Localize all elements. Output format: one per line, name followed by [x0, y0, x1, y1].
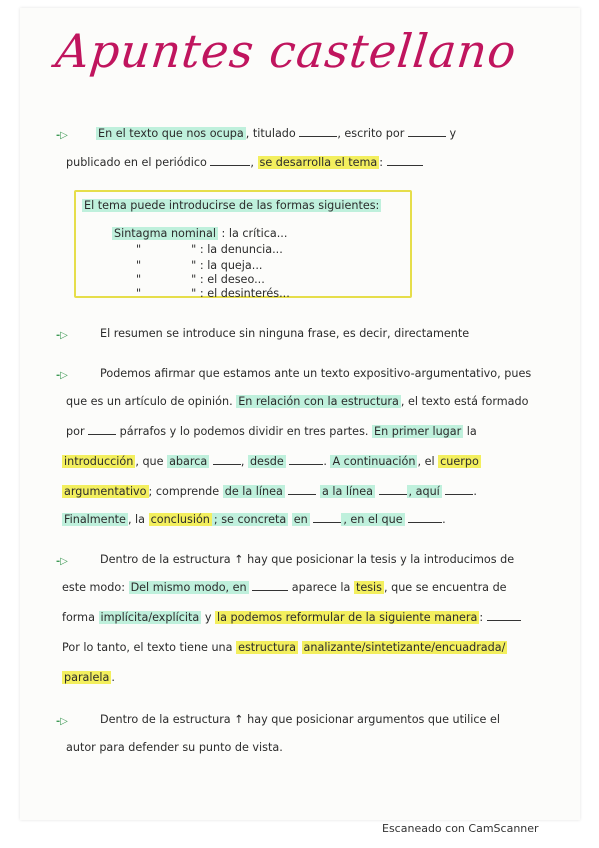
- text: : el desinterés...: [199, 287, 290, 300]
- page-title: Apuntes castellano: [53, 24, 520, 78]
- highlight-phrase: El tema puede introducirse de las formas siguientes:: [84, 199, 380, 212]
- text: : la crítica...: [221, 227, 288, 240]
- bullet-arrow-icon: -▷: [56, 130, 68, 141]
- paragraph-3-line-4: [62, 454, 481, 469]
- ditto-mark: ": [191, 273, 197, 286]
- ditto-mark: ": [136, 273, 142, 286]
- box-heading: [82, 198, 381, 213]
- text: este modo:: [62, 581, 125, 594]
- paragraph-5-line-2: autor para defender su punto de vista.: [66, 741, 283, 754]
- scanner-watermark: Escaneado con CamScanner: [382, 822, 539, 835]
- paragraph-2: El resumen se introduce sin ninguna frase, es decir, directamente: [100, 327, 470, 340]
- blank-line: [289, 455, 323, 465]
- highlight-phrase: analizante/sintetizante/encuadrada/: [303, 641, 506, 654]
- paragraph-4-line-3: [62, 610, 521, 625]
- paragraph-1-line-1: [96, 126, 456, 141]
- paragraph-4-line-2: [62, 580, 507, 595]
- blank-line: [445, 485, 473, 495]
- box-row-2: [136, 242, 283, 257]
- bullet-arrow-icon: -▷: [56, 330, 68, 341]
- paragraph-3-line-3: [66, 424, 477, 439]
- box-row-1: [112, 226, 287, 241]
- highlight-phrase: desde: [249, 455, 284, 468]
- box-row-4: [136, 272, 265, 287]
- highlight-phrase: En primer lugar: [374, 425, 462, 438]
- blank-line: [408, 513, 442, 523]
- text: :: [379, 156, 384, 169]
- text: : el deseo...: [199, 273, 265, 286]
- highlight-phrase: , aquí: [408, 485, 440, 498]
- highlight-phrase: tesis: [355, 581, 382, 594]
- text: .: [323, 455, 327, 468]
- paragraph-3-line-6: [62, 512, 446, 527]
- paragraph-1-line-2: [66, 155, 423, 170]
- paragraph-3-line-1: Podemos afirmar que estamos ante un texto expositivo-argumentativo, pues: [100, 367, 532, 380]
- highlight-phrase: a la línea: [321, 485, 373, 498]
- ditto-mark: ": [136, 243, 142, 256]
- bullet-arrow-icon: -▷: [56, 716, 68, 727]
- text: .: [111, 671, 115, 684]
- blank-line: [210, 156, 250, 166]
- blank-line: [252, 581, 288, 591]
- blank-line: [379, 485, 407, 495]
- highlight-phrase: abarca: [169, 455, 208, 468]
- ditto-mark: ": [191, 243, 197, 256]
- text: que es un artículo de opinión.: [66, 395, 233, 408]
- blank-line: [88, 425, 116, 435]
- blank-line: [288, 485, 316, 495]
- blank-line: [487, 611, 521, 621]
- text: párrafos y lo podemos dividir en tres partes.: [119, 425, 369, 438]
- text: aparece la: [291, 581, 351, 594]
- highlight-phrase: Finalmente: [64, 513, 126, 526]
- ditto-mark: ": [191, 259, 197, 272]
- highlight-phrase: En relación con la estructura: [238, 395, 399, 408]
- text: , titulado: [245, 127, 296, 140]
- highlight-phrase: en: [293, 513, 308, 526]
- highlight-phrase: estructura: [238, 641, 296, 654]
- highlight-phrase: paralela: [64, 671, 110, 684]
- text: la: [466, 425, 477, 438]
- ditto-mark: ": [136, 287, 142, 300]
- ditto-mark: ": [136, 259, 142, 272]
- highlight-phrase: Del mismo modo, en: [130, 581, 247, 594]
- text: Por lo tanto, el texto tiene una: [62, 641, 233, 654]
- highlight-phrase: A continuación: [332, 455, 416, 468]
- highlight-phrase: de la línea: [224, 485, 283, 498]
- text: , el texto está formado: [400, 395, 529, 408]
- highlight-phrase: , en el que: [343, 513, 403, 526]
- text: , que: [135, 455, 164, 468]
- bullet-arrow-icon: -▷: [56, 556, 68, 567]
- highlight-phrase: ; se concreta: [213, 513, 287, 526]
- highlight-phrase: conclusión: [150, 513, 210, 526]
- text: , escrito por: [337, 127, 405, 140]
- text: .: [473, 485, 477, 498]
- text: y: [449, 127, 457, 140]
- text: :: [479, 611, 484, 624]
- highlight-phrase: implícita/explícita: [100, 611, 200, 624]
- blank-line: [387, 156, 423, 166]
- text: publicado en el periódico: [66, 156, 207, 169]
- highlight-phrase: cuerpo: [440, 455, 479, 468]
- text: ,: [240, 455, 245, 468]
- highlight-phrase: la podemos reformular de la siguiente manera: [217, 611, 478, 624]
- blank-line: [408, 127, 446, 137]
- text: : la queja...: [199, 259, 263, 272]
- paragraph-4-line-4: [62, 640, 507, 655]
- paragraph-4-line-1: Dentro de la estructura ↑ hay que posicionar la tesis y la introducimos de: [100, 553, 515, 566]
- blank-line: [313, 513, 341, 523]
- text: .: [442, 513, 446, 526]
- paragraph-3-line-5: [62, 484, 477, 499]
- highlight-phrase: argumentativo: [64, 485, 147, 498]
- text: forma: [62, 611, 95, 624]
- paragraph-5-line-1: Dentro de la estructura ↑ hay que posicionar argumentos que utilice el: [100, 713, 500, 726]
- text: : la denuncia...: [199, 243, 283, 256]
- highlight-phrase: se desarrolla el tema: [259, 156, 378, 169]
- text: ; comprende: [148, 485, 220, 498]
- box-row-5: [136, 286, 290, 301]
- highlight-phrase: En el texto que nos ocupa: [98, 127, 244, 140]
- ditto-mark: ": [191, 287, 197, 300]
- bullet-arrow-icon: -▷: [56, 370, 68, 381]
- highlight-phrase: Sintagma nominal: [114, 227, 216, 240]
- text: ,: [250, 156, 254, 169]
- blank-line: [299, 127, 337, 137]
- text: , la: [127, 513, 146, 526]
- highlight-phrase: introducción: [64, 455, 134, 468]
- text: , que se encuentra de: [383, 581, 507, 594]
- paragraph-4-line-5: [62, 670, 115, 685]
- text: , el: [417, 455, 435, 468]
- paragraph-3-line-2: [66, 394, 528, 409]
- blank-line: [213, 455, 241, 465]
- text: por: [66, 425, 85, 438]
- box-row-3: [136, 258, 262, 273]
- text: y: [204, 611, 212, 624]
